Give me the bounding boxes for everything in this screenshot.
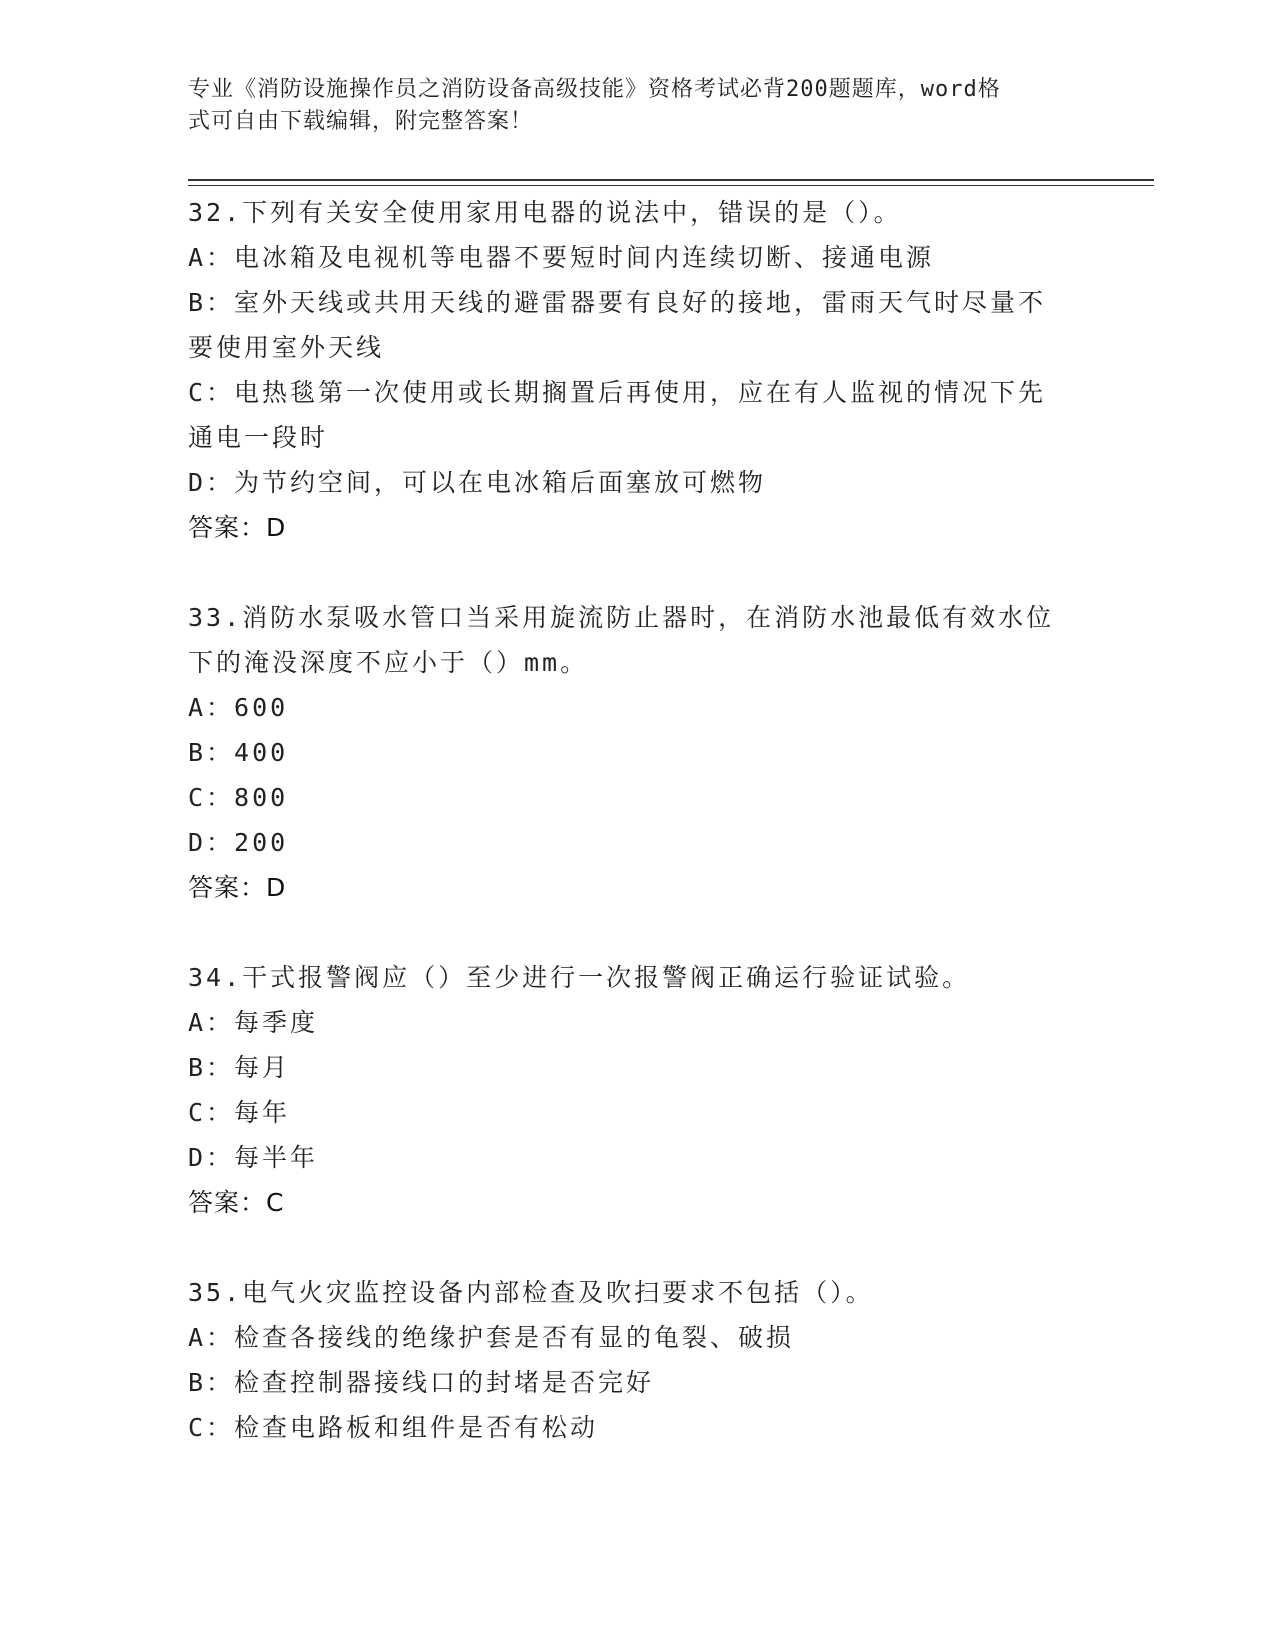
option-a: A：检查各接线的绝缘护套是否有显的龟裂、破损	[188, 1323, 795, 1352]
option-c: C：电热毯第一次使用或长期搁置后再使用，应在有人监视的情况下先	[188, 378, 1047, 407]
option-c: C：检查电路板和组件是否有松动	[188, 1413, 599, 1442]
question-33	[188, 595, 1068, 910]
option-c-continued: 通电一段时	[188, 423, 329, 452]
option-d: D：200	[188, 828, 289, 857]
question-stem-continued: 下的淹没深度不应小于（）mm。	[188, 648, 589, 677]
option-b: B：检查控制器接线口的封堵是否完好	[188, 1368, 655, 1397]
answer: 答案：D	[188, 513, 287, 542]
option-a: A：600	[188, 693, 289, 722]
question-spacer	[188, 550, 1068, 595]
question-list	[188, 190, 1068, 1450]
option-b: B：400	[188, 738, 289, 767]
answer: 答案：D	[188, 873, 287, 902]
option-b: B：每月	[188, 1053, 291, 1082]
question-34	[188, 955, 1068, 1225]
header-divider-thin	[188, 185, 1154, 186]
option-a: A：每季度	[188, 1008, 319, 1037]
question-32	[188, 190, 1068, 550]
option-c: C：每年	[188, 1098, 291, 1127]
option-d: D：为节约空间，可以在电冰箱后面塞放可燃物	[188, 468, 767, 497]
option-b: B：室外天线或共用天线的避雷器要有良好的接地，雷雨天气时尽量不	[188, 288, 1047, 317]
question-stem: 34.干式报警阀应（）至少进行一次报警阀正确运行验证试验。	[188, 963, 971, 992]
header-line-2: 式可自由下载编辑，附完整答案！	[188, 109, 534, 134]
header-line-1: 专业《消防设施操作员之消防设备高级技能》资格考试必背200题题库，word格	[188, 77, 1001, 102]
option-b-continued: 要使用室外天线	[188, 333, 385, 362]
question-stem: 32.下列有关安全使用家用电器的说法中，错误的是（）。	[188, 198, 902, 227]
question-35	[188, 1270, 1068, 1450]
question-spacer	[188, 910, 1068, 955]
question-stem: 35.电气火灾监控设备内部检查及吹扫要求不包括（）。	[188, 1278, 874, 1307]
answer: 答案：C	[188, 1188, 285, 1217]
option-c: C：800	[188, 783, 289, 812]
question-spacer	[188, 1225, 1068, 1270]
option-a: A：电冰箱及电视机等电器不要短时间内连续切断、接通电源	[188, 243, 935, 272]
document-header	[188, 74, 1068, 138]
question-stem: 33.消防水泵吸水管口当采用旋流防止器时，在消防水池最低有效水位	[188, 603, 1055, 632]
option-d: D：每半年	[188, 1143, 319, 1172]
header-divider-thick	[188, 179, 1154, 181]
